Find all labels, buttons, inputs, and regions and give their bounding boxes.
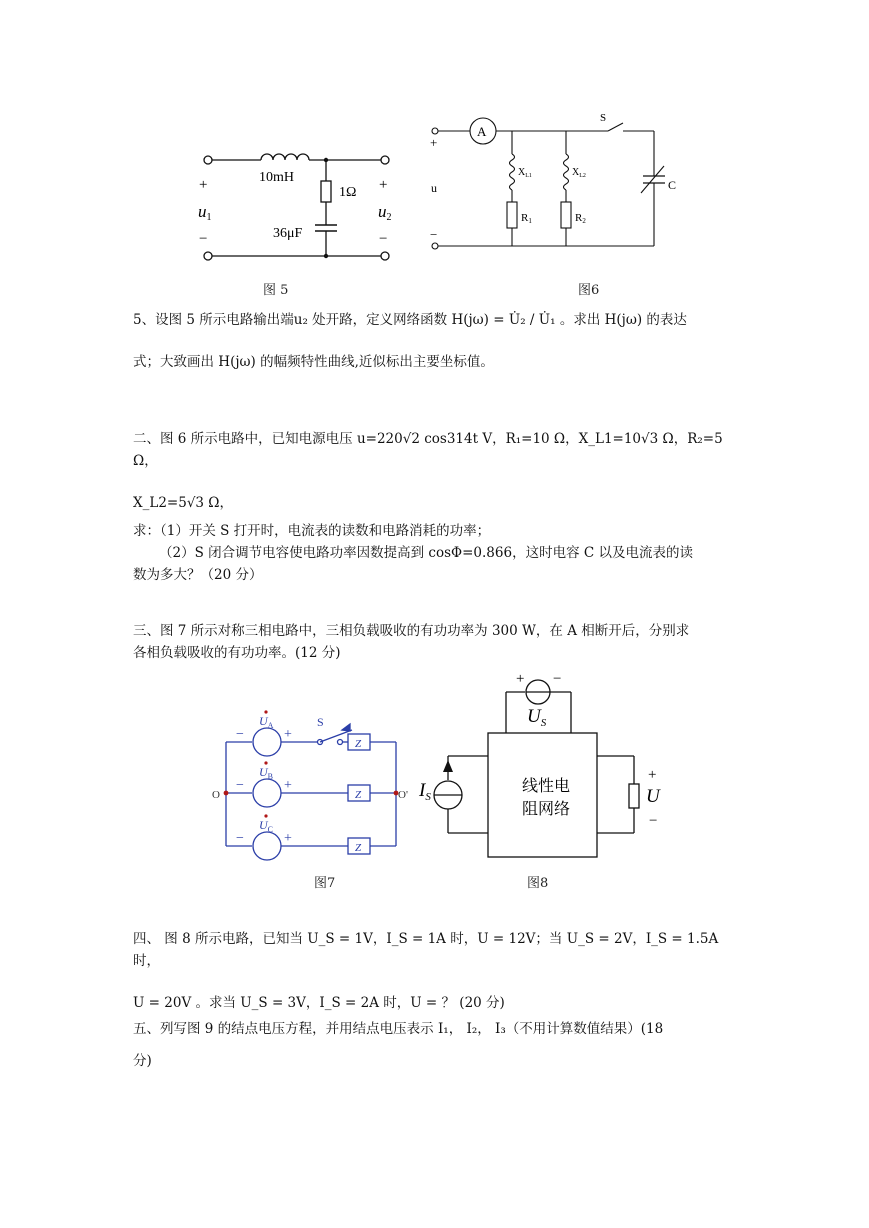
r2-resistor-symbol: [561, 202, 571, 228]
source-a-minus: −: [236, 727, 244, 742]
ammeter-label: A: [477, 124, 487, 139]
question-4-line-2: U = 20V 。求当 U_S = 3V，I_S = 2A 时，U = ？ (20 分): [133, 995, 505, 1011]
source-c-minus: −: [236, 831, 244, 846]
resistor-symbol: [321, 181, 331, 202]
us-subscript: S: [540, 717, 547, 729]
xl1-subscript: L1: [525, 173, 532, 179]
terminal-top: [432, 128, 438, 134]
u2-plus: +: [379, 177, 388, 193]
figure-5: [195, 145, 405, 270]
source-b-minus: −: [236, 778, 244, 793]
capacitor-label: C: [668, 178, 677, 192]
svg-text:UB: [259, 765, 273, 781]
u-label: U: [646, 786, 660, 807]
figure-5-caption: 图 5: [263, 283, 289, 298]
question-5-line-2: 式；大致画出 H(jω) 的幅频特性曲线,近似标出主要坐标值。: [133, 354, 494, 370]
u2-label: u: [378, 202, 387, 221]
question-5b: [133, 1018, 743, 1072]
svg-text:UC: [259, 818, 273, 834]
source-b: [253, 779, 281, 807]
switch-label: S: [600, 112, 607, 124]
question-2-line-1: 二、图 6 所示电路中，已知电源电压 u=220√2 cos314t V，R₁=10 Ω，X_L1=10√3 Ω，R₂=5 Ω，: [133, 431, 723, 469]
figure-6-caption: 图6: [578, 283, 600, 298]
us-minus: −: [553, 671, 562, 687]
svg-text:UA: [259, 714, 274, 730]
box-label-line-2: 阻网络: [522, 799, 571, 818]
variable-arrow: [641, 166, 664, 193]
xl1-inductor-symbol: [510, 154, 515, 190]
figure-7: [212, 706, 412, 856]
us-plus: +: [516, 671, 525, 687]
svg-text:IS: [418, 780, 431, 803]
capacitor-label: 36μF: [273, 226, 303, 241]
node-o-prime-label: O': [398, 789, 408, 801]
question-2-line-3: 求：（1）开关 S 打开时，电流表的读数和电路消耗的功率；: [133, 523, 491, 539]
plus-label: +: [430, 135, 438, 150]
xl2-inductor-symbol: [564, 154, 569, 190]
us-label: U: [527, 706, 541, 727]
question-5-line-1: 5、设图 5 所示电路输出端u₂ 处开路，定义网络函数 H(jω) = U̇₂ / U̇₁ 。求出 H(jω) 的表达: [133, 312, 687, 328]
r1-label: R: [521, 212, 529, 224]
inductor-label: 10mH: [259, 170, 294, 185]
is-label: I: [419, 780, 426, 801]
question-3-line-2: 各相负载吸收的有功功率。(12 分): [133, 645, 341, 661]
ub-subscript: B: [267, 772, 274, 781]
svg-text:R1: [521, 212, 532, 225]
u1-subscript: 1: [206, 212, 212, 223]
uc-label: U: [259, 818, 268, 832]
svg-text:u1: [198, 202, 212, 223]
question-4-line-1: 四、 图 8 所示电路，已知当 U_S = 1V，I_S = 1A 时，U = 12V；当 U_S = 2V，I_S = 1.5A 时，: [133, 931, 719, 969]
source-a: [253, 728, 281, 756]
ub-label: U: [259, 765, 268, 779]
question-3: [133, 620, 743, 664]
switch-blade: [608, 123, 623, 131]
svg-text:XL1: [518, 167, 532, 179]
question-3-line-1: 三、图 7 所示对称三相电路中，三相负载吸收的有功功率为 300 W，在 A 相断开后，分别求: [133, 623, 690, 639]
question-5b-line-1: 五、列写图 9 的结点电压方程，并用结点电压表示 I₁， I₂， I₃（不用计算数值结果）(18: [133, 1021, 664, 1037]
svg-text:u2: [378, 202, 392, 223]
question-2: [133, 428, 743, 586]
source-b-plus: +: [284, 778, 292, 793]
source-c-plus: +: [284, 831, 292, 846]
ua-subscript: A: [267, 721, 274, 730]
figure-8: [415, 670, 665, 865]
u-minus: −: [649, 813, 658, 829]
inductor-symbol: [261, 154, 309, 160]
minus-label: −: [430, 227, 438, 242]
source-c: [253, 832, 281, 860]
figure-6: [425, 112, 677, 254]
load-resistor: [629, 784, 639, 808]
source-a-plus: +: [284, 727, 292, 742]
ua-label: U: [259, 714, 268, 728]
switch-label: S: [317, 715, 324, 729]
xl2-label: X: [572, 167, 580, 178]
terminal-right-top: [381, 156, 389, 164]
figure-7-caption: 图7: [314, 876, 336, 891]
question-2-line-4: （2）S 闭合调节电容使电路功率因数提高到 cosΦ=0.866，这时电容 C 以及电流表的读: [159, 545, 693, 561]
question-2-line-2: X_L2=5√3 Ω，: [133, 495, 233, 511]
u-label: u: [431, 181, 437, 195]
xl1-label: X: [518, 167, 526, 178]
node-o-label: O: [212, 789, 220, 801]
switch-blade: [320, 730, 352, 742]
terminal-bottom: [432, 243, 438, 249]
question-5b-line-2: 分): [133, 1053, 152, 1069]
r1-resistor-symbol: [507, 202, 517, 228]
svg-text:XL2: [572, 167, 586, 179]
question-4: [133, 928, 743, 1014]
svg-text:US: [527, 706, 547, 729]
terminal-left-bottom: [204, 252, 212, 260]
u2-subscript: 2: [386, 212, 392, 223]
uc-subscript: C: [267, 825, 274, 834]
r1-subscript: 1: [528, 217, 532, 225]
linear-resistive-network-box: [488, 733, 597, 857]
xl2-subscript: L2: [579, 173, 586, 179]
r2-label: R: [575, 212, 583, 224]
r2-subscript: 2: [582, 217, 586, 225]
z-c-label: Z: [355, 842, 362, 854]
terminal-left-top: [204, 156, 212, 164]
u1-plus: +: [199, 177, 208, 193]
terminal-right-bottom: [381, 252, 389, 260]
u1-minus: −: [199, 231, 208, 247]
svg-text:R2: [575, 212, 586, 225]
resistor-label: 1Ω: [339, 185, 357, 200]
u-plus: +: [648, 767, 657, 783]
figure-8-caption: 图8: [527, 876, 549, 891]
u1-label: u: [198, 202, 207, 221]
u2-minus: −: [379, 231, 388, 247]
z-b-label: Z: [355, 789, 362, 801]
is-subscript: S: [425, 791, 431, 803]
box-label-line-1: 线性电: [522, 776, 571, 795]
question-5: [133, 309, 743, 373]
z-a-label: Z: [355, 738, 362, 750]
question-2-line-5: 数为多大？（20 分）: [133, 567, 263, 583]
